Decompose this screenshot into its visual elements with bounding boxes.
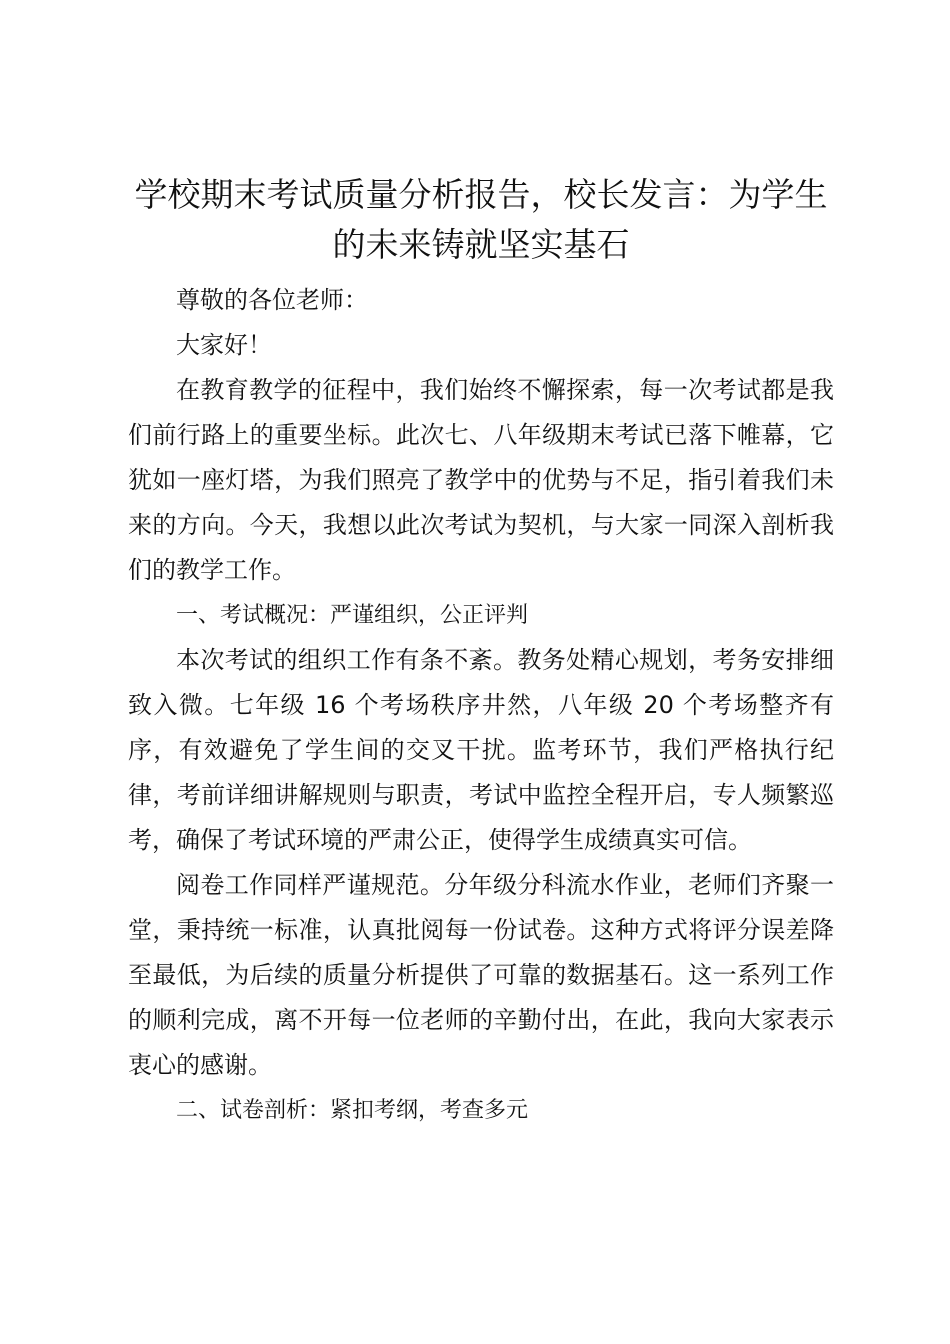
section-2-heading: 二、试卷剖析：紧扣考纲，考查多元 — [176, 1098, 529, 1123]
greeting: 大家好！ — [176, 331, 272, 359]
salutation: 尊敬的各位老师： — [176, 286, 368, 314]
section-1-paragraph-1: 本次考试的组织工作有条不紊。教务处精心规划，考务安排细致入微。七年级 16 个考场秩序井然，八年级 20 个考场整齐有序，有效避免了学生间的交叉干扰。监考环节，我们严格执行纪律，考前详细讲解规则与职责，考试中监控全程开启，专人频繁巡考，确保了考试环境的严肃公正，使得学生成绩真实可信。 — [128, 646, 834, 854]
document-page — [128, 170, 834, 1133]
document-title: 学校期末考试质量分析报告，校长发言：为学生的未来铸就坚实基石 — [134, 175, 828, 264]
section-1-heading: 一、考试概况：严谨组织，公正评判 — [176, 603, 529, 628]
section-1-paragraph-2: 阅卷工作同样严谨规范。分年级分科流水作业，老师们齐聚一堂，秉持统一标准，认真批阅每一份试卷。这种方式将评分误差降至最低，为后续的质量分析提供了可靠的数据基石。这一系列工作的顺利完成，离不开每一位老师的辛勤付出，在此，我向大家表示衷心的感谢。 — [128, 871, 834, 1079]
intro-paragraph: 在教育教学的征程中，我们始终不懈探索，每一次考试都是我们前行路上的重要坐标。此次七、八年级期末考试已落下帷幕，它犹如一座灯塔，为我们照亮了教学中的优势与不足，指引着我们未来的方向。今天，我想以此次考试为契机，与大家一同深入剖析我们的教学工作。 — [128, 376, 834, 584]
